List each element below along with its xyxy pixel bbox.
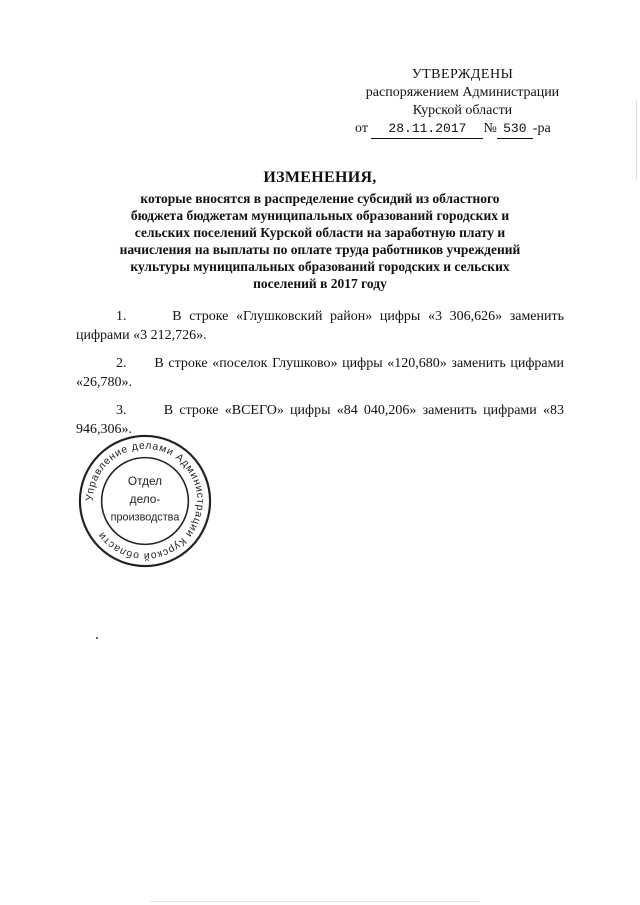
item-number: 2. xyxy=(116,356,127,371)
approval-date-number xyxy=(355,120,570,139)
date-prefix: от xyxy=(355,121,368,136)
approval-title: УТВЕРЖДЕНЫ xyxy=(411,67,514,82)
item-text: В строке «поселок Глушково» цифры «120,680» заменить цифрами «26,780». xyxy=(76,356,564,390)
approval-date: 28.11.2017 xyxy=(371,120,483,139)
stamp-center-line: Отдел xyxy=(127,474,163,489)
item-number: 3. xyxy=(116,403,127,418)
approval-line-1: распоряжением Администрации xyxy=(365,85,560,100)
approval-block xyxy=(355,66,570,139)
scan-edge-mark xyxy=(636,100,637,180)
official-stamp xyxy=(76,432,214,570)
item-text: В строке «Глушковский район» цифры «3 306,626» заменить цифрами «3 212,726». xyxy=(76,309,565,343)
amendment-item xyxy=(76,308,564,345)
amendment-list xyxy=(76,308,564,449)
approval-number: 530 xyxy=(497,120,533,139)
heading-title: ИЗМЕНЕНИЯ, xyxy=(263,169,377,186)
scan-bottom-line xyxy=(150,901,480,902)
subtitle-line: которые вносятся в распределение субсидий из областного xyxy=(140,191,500,206)
subtitle-line: бюджета бюджетам муниципальных образований городских и xyxy=(130,208,510,223)
subtitle-line: сельских поселений Курской области на заработную плату и xyxy=(134,225,506,240)
subtitle-line: культуры муниципальных образований городских и сельских xyxy=(130,259,510,274)
stamp-ring-text: Управление делами Администрации Курской области xyxy=(84,440,206,562)
document-heading xyxy=(90,168,550,292)
item-text: В строке «ВСЕГО» цифры «84 040,206» заменить цифрами «83 946,306». xyxy=(76,403,564,437)
subtitle-line: начисления на выплаты по оплате труда работников учреждений xyxy=(119,242,521,257)
number-suffix: -ра xyxy=(532,121,551,136)
approval-line-2: Курской области xyxy=(412,103,513,118)
heading-subtitle xyxy=(90,190,550,292)
subtitle-line: поселений в 2017 году xyxy=(253,276,387,291)
stamp-center-line: дело- xyxy=(129,491,161,506)
item-number: 1. xyxy=(116,309,127,324)
scan-speck xyxy=(96,637,98,639)
amendment-item xyxy=(76,355,564,392)
stamp-center-line: производства xyxy=(110,511,180,524)
number-prefix: № xyxy=(483,121,497,136)
